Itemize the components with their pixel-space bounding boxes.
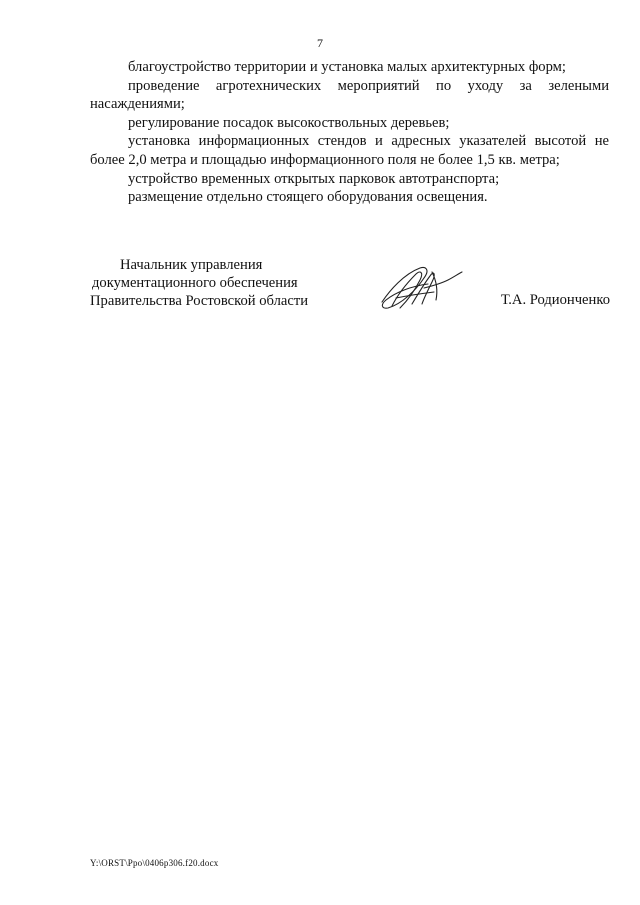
signature-block bbox=[90, 256, 610, 316]
position-line: Правительства Ростовской области bbox=[90, 293, 309, 310]
paragraph: устройство временных открытых парковок автотранспорта; bbox=[128, 170, 500, 187]
handwritten-signature bbox=[376, 260, 466, 312]
page-number: 7 bbox=[317, 36, 323, 50]
position-line: Начальник управления bbox=[120, 257, 263, 273]
file-path: Y:\ORST\Ppo\0406p306.f20.docx bbox=[90, 858, 219, 868]
body-text bbox=[90, 58, 609, 207]
paragraph: проведение агротехнических мероприятий по уходу за зелеными насаждениями; bbox=[90, 77, 609, 113]
position-line: документационного обеспечения bbox=[92, 275, 298, 292]
signer-position bbox=[90, 256, 308, 311]
signer-name: Т.А. Родионченко bbox=[500, 292, 610, 308]
paragraph: установка информационных стендов и адресных указателей высотой не более 2,0 метра и площадью информационного поля не более 1,5 кв. метра; bbox=[90, 133, 609, 168]
paragraph: благоустройство территории и установка малых архитектурных форм; bbox=[128, 59, 566, 75]
paragraph: регулирование посадок высокоствольных деревьев; bbox=[128, 114, 450, 131]
paragraph: размещение отдельно стоящего оборудования освещения. bbox=[128, 189, 488, 206]
